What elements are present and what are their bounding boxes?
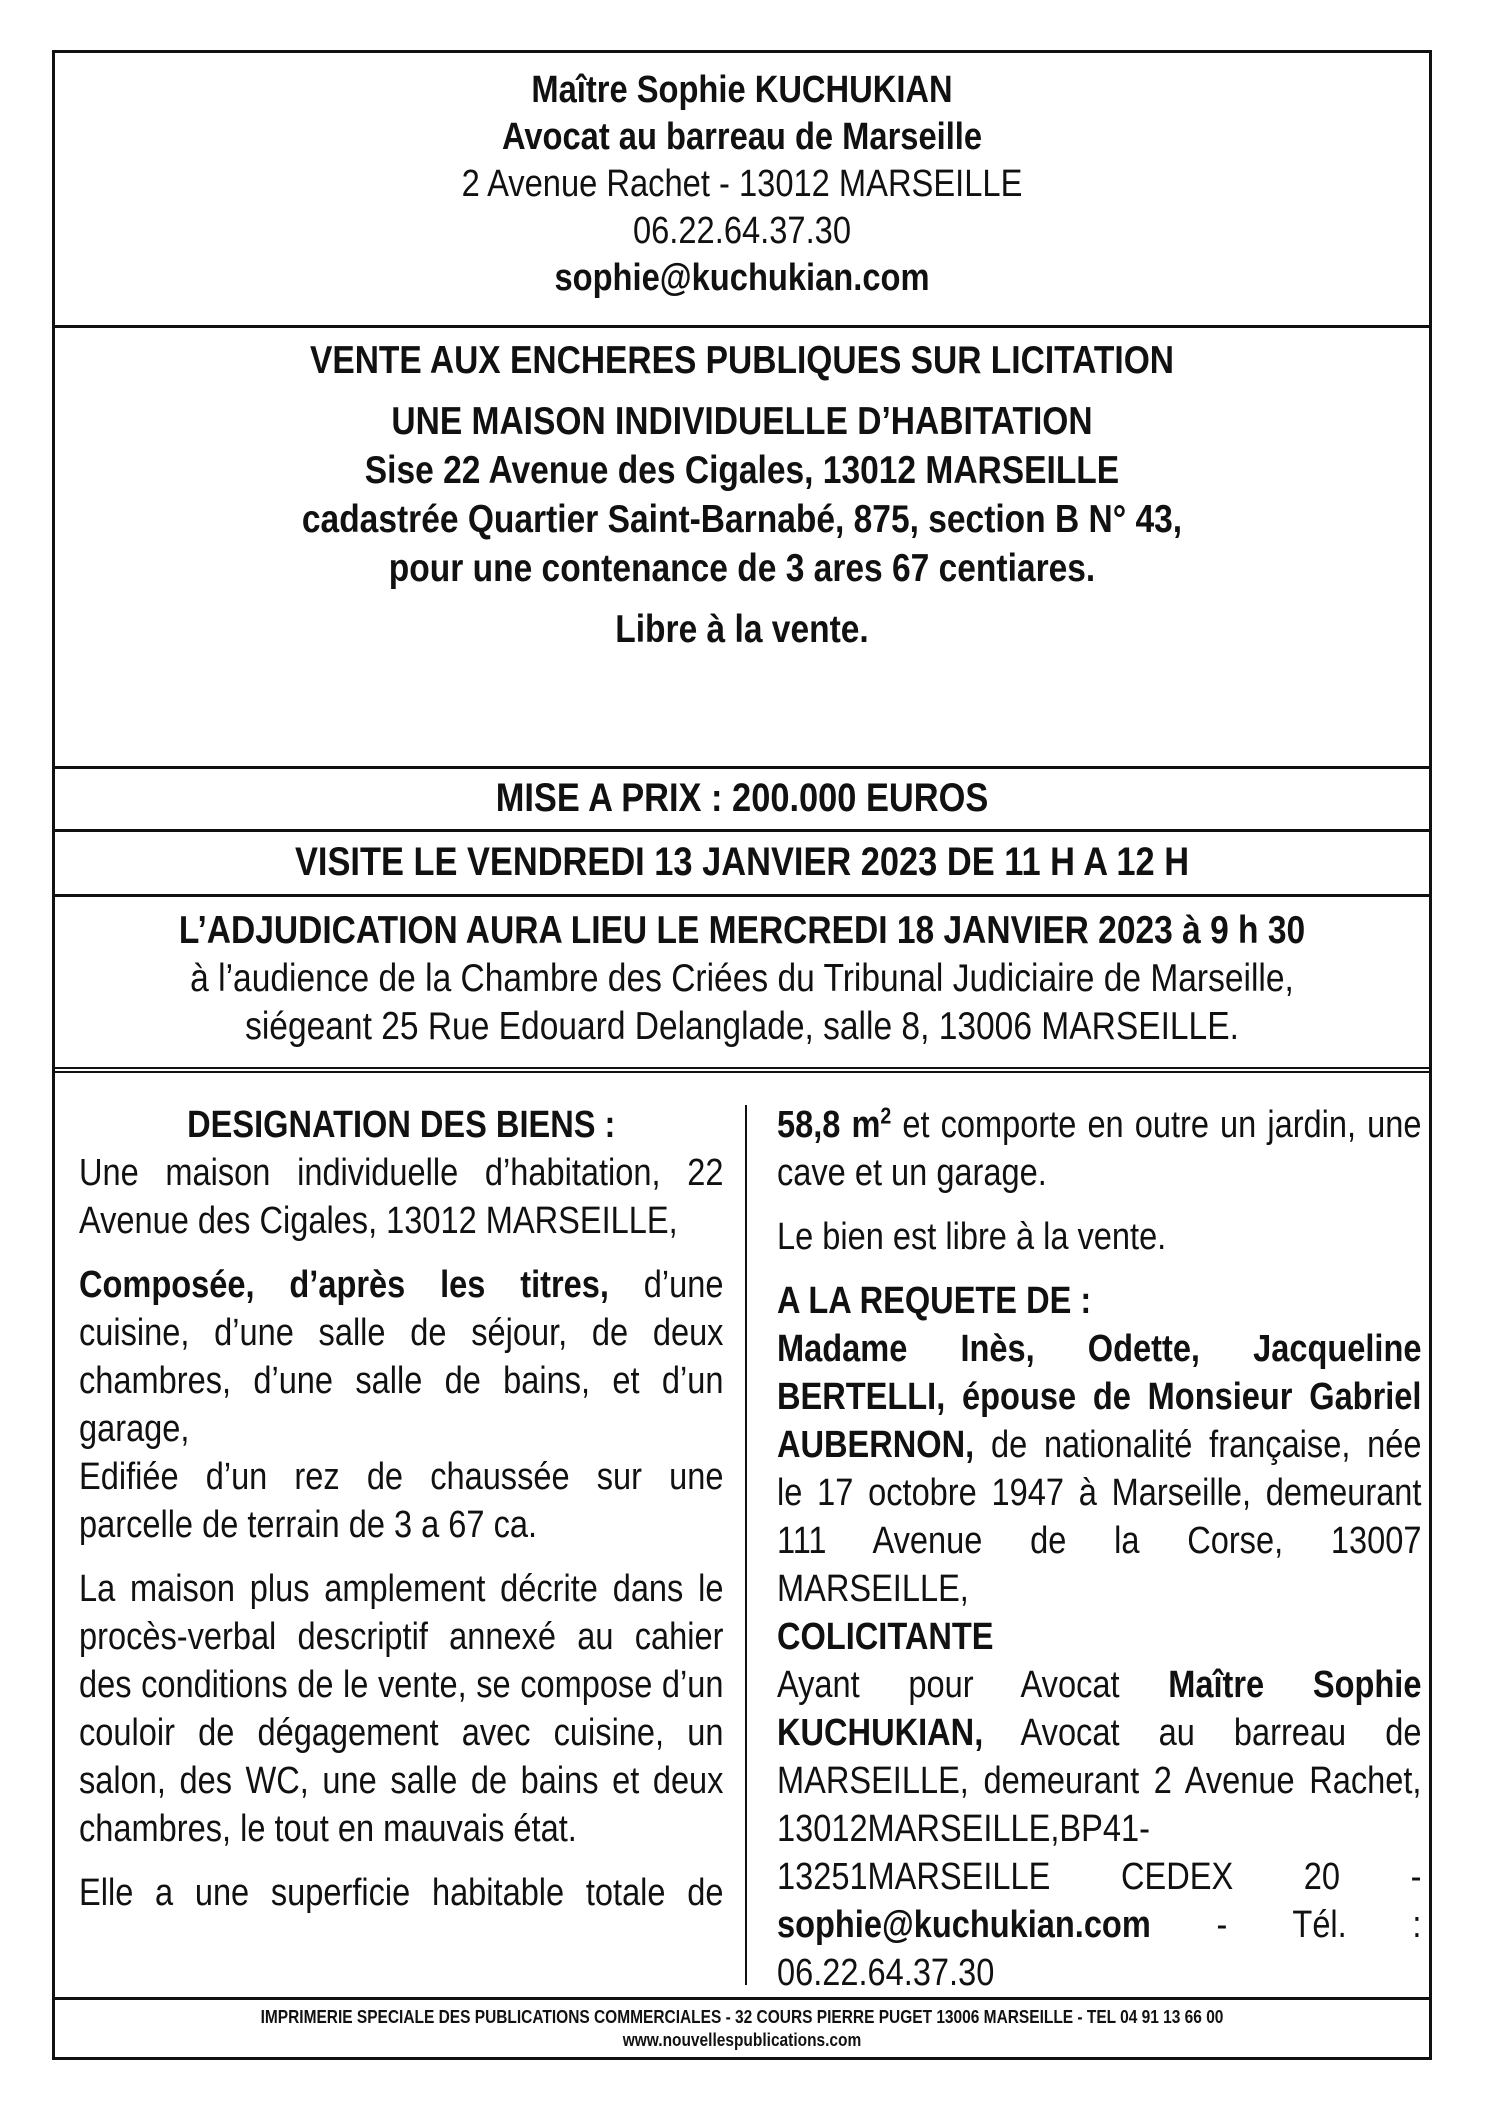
lawyer-name: Maître Sophie KUCHUKIAN [531,69,953,111]
sale-type: VENTE AUX ENCHERES PUBLIQUES SUR LICITATION [309,339,1175,382]
adjudication-address: siégeant 25 Rue Edouard Delanglade, salle 8, 13006 MARSEILLE. [245,1005,1239,1048]
printer-website: www.nouvellespublications.com [622,2030,862,2050]
adjudication-info [55,894,1429,1070]
lawyer-email: sophie@kuchukian.com [554,257,930,299]
designation-column [79,1101,724,1933]
visit-text: VISITE LE VENDREDI 13 JANVIER 2023 DE 11 H A 12 H [294,840,1190,884]
surface-text: et comporte en outre un jardin, une cave et un garage. [777,1104,1422,1194]
adjudication-title: L’ADJUDICATION AURA LIEU LE MERCREDI 18 JANVIER 2023 à 9 h 30 [178,909,1306,952]
visit-info [55,829,1429,897]
notice-body [55,1067,1429,2003]
lawyer-header [55,53,1429,325]
requete-lawyer-email: sophie@kuchukian.com [777,1904,1151,1946]
column-divider [745,1105,747,1985]
requete-column [777,1101,1422,2013]
sale-details [55,325,1429,769]
requete-party [777,1325,1421,1613]
adjudication-court: à l’audience de la Chambre des Criées du Tribunal Judiciaire de Marseille, [190,957,1294,1000]
requete-lawyer-name: Maître Sophie KUCHUKIAN, [777,1664,1422,1754]
designation-surface-intro: Elle a une superficie habitable totale de [79,1872,724,1914]
sale-status: Libre à la vente. [615,608,869,651]
lawyer-title: Avocat au barreau de Marseille [501,116,983,158]
reserve-price [55,766,1429,832]
designation-surface [777,1101,1421,1197]
property-free-note: Le bien est libre à la vente. [777,1216,1167,1258]
lawyer-address: 2 Avenue Rachet - 13012 MARSEILLE [461,163,1023,205]
property-cadastre: cadastrée Quartier Saint-Barnabé, 875, section B N° 43, [301,498,1183,541]
designation-address: Une maison individuelle d’habitation, 22 Avenue des Cigales, 13012 MARSEILLE, [79,1152,724,1242]
printer-info: IMPRIMERIE SPECIALE DES PUBLICATIONS COMMERCIALES - 32 COURS PIERRE PUGET 13006 MARSEILLE - TEL 04 91 13 66 00 [260,2007,1224,2027]
property-area: pour une contenance de 3 ares 67 centiares. [388,547,1096,590]
composition-text: d’une cuisine, d’une salle de séjour, de deux chambres, d’une salle de bains, et d’un garage, [79,1264,724,1450]
lawyer-phone: 06.22.64.37.30 [632,210,852,252]
surface-value: 58,8 m [777,1104,881,1146]
designation-heading: DESIGNATION DES BIENS : [187,1104,616,1146]
requete-lawyer [777,1661,1421,1997]
requete-heading: A LA REQUETE DE : [777,1280,1092,1322]
property-location: Sise 22 Avenue des Cigales, 13012 MARSEILLE [364,449,1120,492]
lawyer-intro: Ayant pour Avocat [777,1664,1169,1706]
composition-label: Composée, d’après les titres, [79,1264,609,1306]
designation-composition [79,1261,723,1453]
designation-description: La maison plus amplement décrite dans le procès-verbal descriptif annexé au cahier des conditions de le vente, se compose d’un couloir de dégagement avec cuisine, un salon, des WC, une salle de bains et deux chambres, le tout en mauvais état. [79,1568,724,1850]
reserve-price-text: MISE A PRIX : 200.000 EUROS [495,776,989,820]
party-role: COLICITANTE [777,1616,994,1658]
printer-footer [55,1997,1429,2060]
property-title: UNE MAISON INDIVIDUELLE D’HABITATION [391,400,1093,443]
party-details: de nationalité française, née le 17 octobre 1947 à Marseille, demeurant 111 Avenue de la Corse, 13007 MARSEILLE, [777,1424,1422,1610]
surface-exponent: 2 [880,1102,892,1129]
designation-plot: Edifiée d’un rez de chaussée sur une parcelle de terrain de 3 a 67 ca. [79,1456,724,1546]
requete-lawyer-phone: - Tél. : 06.22.64.37.30 [777,1904,1422,1994]
party-name: Madame Inès, Odette, Jacqueline BERTELLI, épouse de Monsieur Gabriel AUBERNON, [777,1328,1422,1466]
notice-frame [52,50,1432,2060]
requete-lawyer-details: Avocat au barreau de MARSEILLE, demeurant 2 Avenue Rachet, 13012MARSEILLE,BP41-13251MARSEILLE CEDEX 20 - [777,1712,1422,1898]
